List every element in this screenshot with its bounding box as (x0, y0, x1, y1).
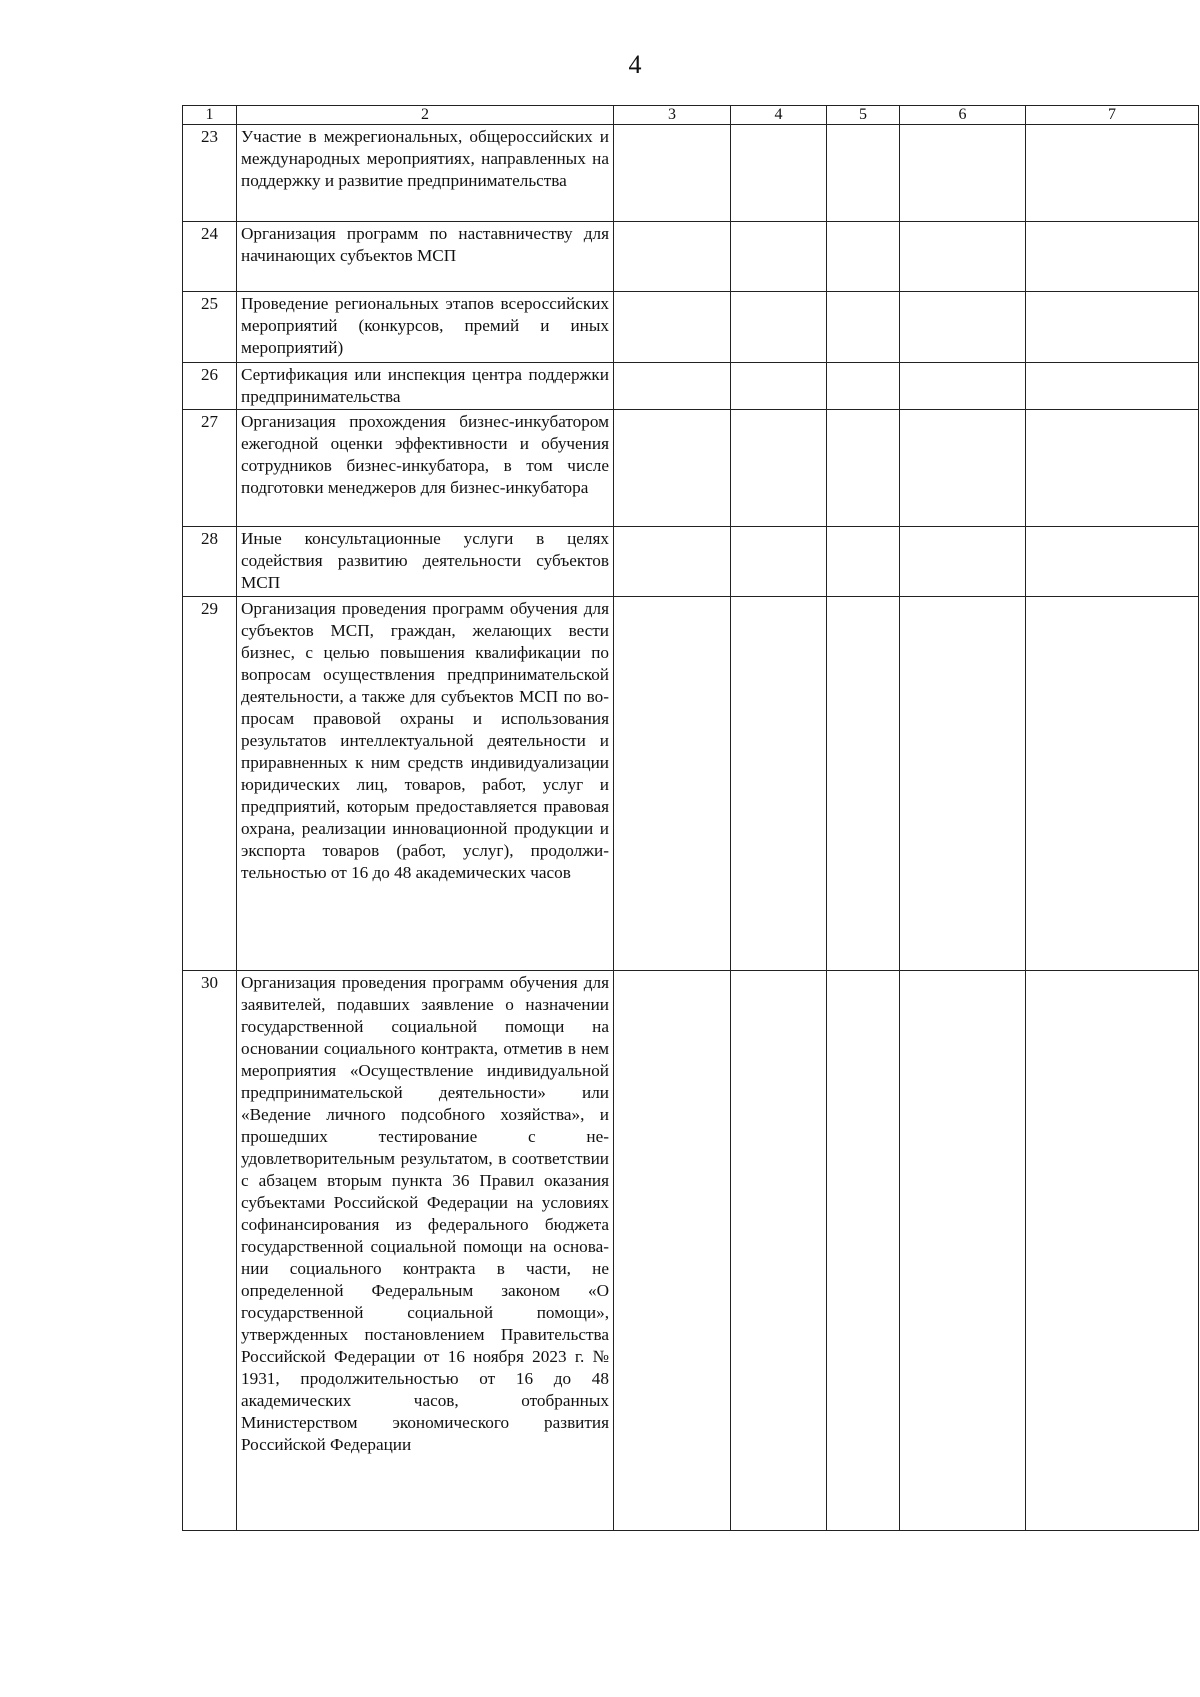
services-table (182, 105, 1199, 1531)
empty-cell (1026, 527, 1199, 597)
table-row (183, 292, 1199, 363)
row-description: Сертификация или инспекция центра поддержки предпринимательства (237, 363, 614, 410)
empty-cell (900, 125, 1026, 222)
empty-cell (1026, 410, 1199, 527)
empty-cell (1026, 222, 1199, 292)
table-row (183, 222, 1199, 292)
empty-cell (900, 527, 1026, 597)
empty-cell (827, 125, 900, 222)
row-description: Организация программ по наставничеству для начинающих субъектов МСП (237, 222, 614, 292)
empty-cell (614, 363, 731, 410)
empty-cell (1026, 363, 1199, 410)
empty-cell (827, 597, 900, 971)
table-row (183, 527, 1199, 597)
empty-cell (900, 971, 1026, 1531)
empty-cell (1026, 597, 1199, 971)
empty-cell (731, 363, 827, 410)
row-number: 23 (183, 125, 237, 222)
row-number: 28 (183, 527, 237, 597)
empty-cell (827, 222, 900, 292)
column-header-7: 7 (1026, 106, 1199, 125)
table-row (183, 410, 1199, 527)
empty-cell (827, 410, 900, 527)
row-number: 27 (183, 410, 237, 527)
row-description: Проведение региональных этапов всероссийских мероприятий (конкурсов, премий и иных мероприятий) (237, 292, 614, 363)
column-header-3: 3 (614, 106, 731, 125)
table-row (183, 363, 1199, 410)
row-number: 25 (183, 292, 237, 363)
empty-cell (731, 125, 827, 222)
empty-cell (827, 971, 900, 1531)
row-description: Организация проведения программ обучения для заявителей, подавших заявление о назначении государственной социальной помощи на основании социального контракта, отметив в нем мероприятия «Осуществление индивидуальной предпринимательской деятельности» или «Ведение личного подсобного хозяйства», и прошедших тестирование с неудовлетворительным результатом, в соответствии с абзацем вторым пункта 36 Правил оказания субъектами Российской Федерации на условиях софинансирования из федерального бюджета государственной социальной помощи на основании социального контракта в части, не определенной Федеральным законом «О государственной социальной помощи», утвержденных постановлением Правительства Российской Федерации от 16 ноября 2023 г. № 1931, продолжительностью от 16 до 48 академических часов, отобранных Министерством экономического развития Российской Федерации (237, 971, 614, 1531)
empty-cell (614, 410, 731, 527)
empty-cell (614, 597, 731, 971)
empty-cell (731, 222, 827, 292)
empty-cell (614, 222, 731, 292)
empty-cell (900, 597, 1026, 971)
table-row (183, 971, 1199, 1531)
row-description: Иные консультационные услуги в целях содействия развитию деятельности субъектов МСП (237, 527, 614, 597)
empty-cell (827, 527, 900, 597)
row-number: 26 (183, 363, 237, 410)
empty-cell (1026, 292, 1199, 363)
empty-cell (827, 292, 900, 363)
column-header-2: 2 (237, 106, 614, 125)
row-description: Организация прохождения бизнес-инкубатором ежегодной оценки эффективности и обучения сотрудников бизнес-инкубатора, в том числе подготовки менеджеров для бизнес-инкубатора (237, 410, 614, 527)
empty-cell (900, 292, 1026, 363)
table-row (183, 125, 1199, 222)
column-header-5: 5 (827, 106, 900, 125)
empty-cell (614, 527, 731, 597)
empty-cell (731, 410, 827, 527)
empty-cell (614, 971, 731, 1531)
table-row (183, 597, 1199, 971)
row-description: Организация проведения программ обучения для субъектов МСП, граждан, желающих вести бизнес, с целью повышения квалификации по вопросам осуществления предпринимательской деятельности, а также для субъектов МСП по вопросам правовой охраны и использования результатов интеллектуальной деятельности и приравненных к ним средств индивидуализации юридических лиц, товаров, работ, услуг и предприятий, которым предоставляется правовая охрана, реализации инновационной продукции и экспорта товаров (работ, услуг), продолжительностью от 16 до 48 академических часов (237, 597, 614, 971)
empty-cell (1026, 125, 1199, 222)
column-header-4: 4 (731, 106, 827, 125)
row-number: 29 (183, 597, 237, 971)
row-description: Участие в межрегиональных, общероссийских и международных мероприятиях, направленных на поддержку и развитие предпринимательства (237, 125, 614, 222)
header-row (183, 106, 1199, 125)
empty-cell (731, 597, 827, 971)
row-number: 24 (183, 222, 237, 292)
column-header-1: 1 (183, 106, 237, 125)
row-number: 30 (183, 971, 237, 1531)
empty-cell (731, 971, 827, 1531)
empty-cell (614, 125, 731, 222)
empty-cell (900, 222, 1026, 292)
column-header-6: 6 (900, 106, 1026, 125)
empty-cell (827, 363, 900, 410)
empty-cell (1026, 971, 1199, 1531)
empty-cell (731, 527, 827, 597)
page-number: 4 (628, 50, 642, 79)
empty-cell (900, 363, 1026, 410)
empty-cell (614, 292, 731, 363)
empty-cell (900, 410, 1026, 527)
empty-cell (731, 292, 827, 363)
